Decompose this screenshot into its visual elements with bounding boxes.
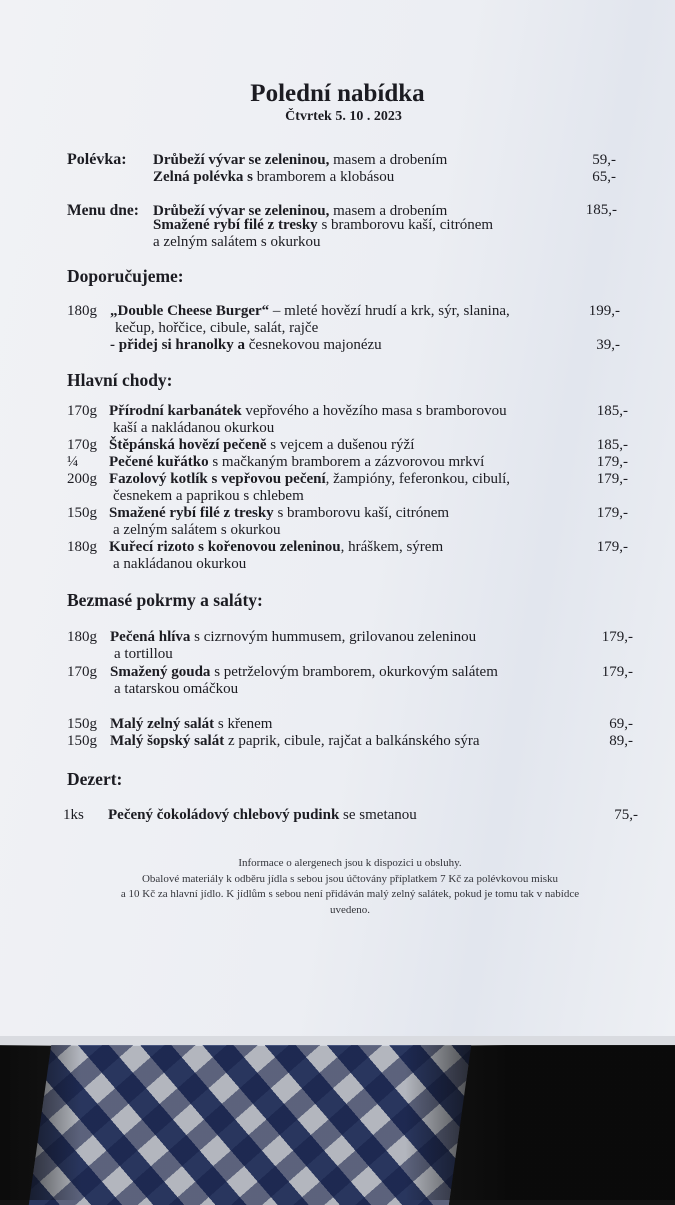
price: 185,- bbox=[596, 437, 628, 453]
page-title: Polední nabídka bbox=[250, 80, 425, 107]
qty: 150g bbox=[67, 733, 97, 749]
qty: 1ks bbox=[63, 807, 84, 823]
daily-menu-line-3: a zelným salátem s okurkou bbox=[153, 234, 321, 250]
item-continuation: a tortillou bbox=[114, 646, 173, 662]
daily-menu-line-2: Smažené rybí filé z tresky s bramborovu kaší, citrónem bbox=[153, 217, 494, 233]
menu-item: Malý šopský salát z paprik, cibule, rajčat a balkánského sýra bbox=[110, 733, 480, 749]
price: 179,- bbox=[596, 454, 628, 470]
qty: 200g bbox=[67, 471, 97, 487]
item-continuation: kečup, hořčice, cibule, salát, rajče bbox=[115, 320, 319, 336]
price: 39,- bbox=[596, 337, 620, 353]
price: 59,- bbox=[592, 152, 616, 168]
qty: 150g bbox=[67, 716, 97, 732]
section-heading-dessert: Dezert: bbox=[67, 769, 123, 789]
item-continuation: kaší a nakládanou okurkou bbox=[113, 420, 275, 436]
price: 179,- bbox=[601, 664, 633, 680]
menu-item: Přírodní karbanátek vepřového a hovězího masa s bramborovou bbox=[109, 403, 507, 419]
qty: 170g bbox=[67, 664, 97, 680]
item-continuation: a zelným salátem s okurkou bbox=[113, 522, 281, 538]
price: 69,- bbox=[609, 716, 633, 732]
section-heading-main-courses: Hlavní chody: bbox=[67, 370, 173, 390]
menu-item: Smažený gouda s petrželovým bramborem, okurkovým salátem bbox=[110, 664, 498, 680]
section-heading-vegetarian: Bezmasé pokrmy a saláty: bbox=[67, 590, 263, 610]
price: 179,- bbox=[596, 471, 628, 487]
qty: 180g bbox=[67, 303, 97, 319]
price: 179,- bbox=[601, 629, 633, 645]
menu-item: Smažené rybí filé z tresky s bramborovu kaší, citrónem bbox=[109, 505, 450, 521]
menu-item-soup-1: Drůbeží vývar se zeleninou, masem a drobením bbox=[153, 152, 448, 168]
price: 199,- bbox=[588, 303, 620, 319]
item-continuation: a tatarskou omáčkou bbox=[114, 681, 239, 697]
menu-item-dessert: Pečený čokoládový chlebový pudink se smetanou bbox=[108, 807, 417, 823]
menu-item-fries-addon: - přidej si hranolky a česnekovou majonézu bbox=[110, 337, 382, 353]
price: 179,- bbox=[596, 505, 628, 521]
menu-item: Malý zelný salát s křenem bbox=[110, 716, 273, 732]
qty: 180g bbox=[67, 539, 97, 555]
item-continuation: a nakládanou okurkou bbox=[113, 556, 247, 572]
price: 185,- bbox=[585, 202, 617, 218]
qty: ¼ bbox=[67, 454, 79, 470]
menu-item: Fazolový kotlík s vepřovou pečení, žampióny, feferonkou, cibulí, bbox=[109, 471, 511, 487]
section-heading-recommended: Doporučujeme: bbox=[67, 266, 184, 286]
footer-note bbox=[70, 856, 630, 918]
section-soup-label: Polévka: bbox=[67, 151, 127, 168]
table-shadow bbox=[0, 1045, 675, 1200]
price: 179,- bbox=[596, 539, 628, 555]
menu-item: Štěpánská hovězí pečeně s vejcem a dušenou rýží bbox=[109, 437, 415, 453]
price: 65,- bbox=[592, 169, 616, 185]
item-continuation: česnekem a paprikou s chlebem bbox=[113, 488, 304, 504]
qty: 180g bbox=[67, 629, 97, 645]
qty: 150g bbox=[67, 505, 97, 521]
footer-line: Informace o alergenech jsou k dispozici u obsluhy. bbox=[238, 857, 462, 869]
qty: 170g bbox=[67, 437, 97, 453]
menu-item: Pečené kuřátko s mačkaným bramborem a zázvorovou mrkví bbox=[109, 454, 485, 470]
footer-line: uvedeno. bbox=[329, 903, 370, 916]
menu-item-burger: „Double Cheese Burger“ – mleté hovězí hrudí a krk, sýr, slanina, bbox=[110, 303, 510, 319]
price: 185,- bbox=[596, 403, 628, 419]
menu-item: Kuřecí rizoto s kořenovou zeleninou, hráškem, sýrem bbox=[109, 539, 444, 555]
menu-item-soup-2: Zelná polévka s bramborem a klobásou bbox=[153, 169, 395, 185]
footer-line: a 10 Kč za hlavní jídlo. K jídlům s sebou není přidáván malý zelný salátek, pokud je tomu tak v nabídce bbox=[120, 888, 580, 900]
daily-menu-line-1: Drůbeží vývar se zeleninou, masem a drobením bbox=[153, 203, 448, 219]
footer-line: Obalové materiály k odběru jídla s sebou jsou účtovány příplatkem 7 Kč za polévkovou misku bbox=[141, 872, 559, 885]
price: 89,- bbox=[609, 733, 633, 749]
qty: 170g bbox=[67, 403, 97, 419]
price: 75,- bbox=[614, 807, 638, 823]
menu-date: Čtvrtek 5. 10 . 2023 bbox=[285, 109, 402, 124]
menu-item: Pečená hlíva s cizrnovým hummusem, grilovanou zeleninou bbox=[110, 629, 477, 645]
section-daily-menu-label: Menu dne: bbox=[67, 202, 139, 219]
